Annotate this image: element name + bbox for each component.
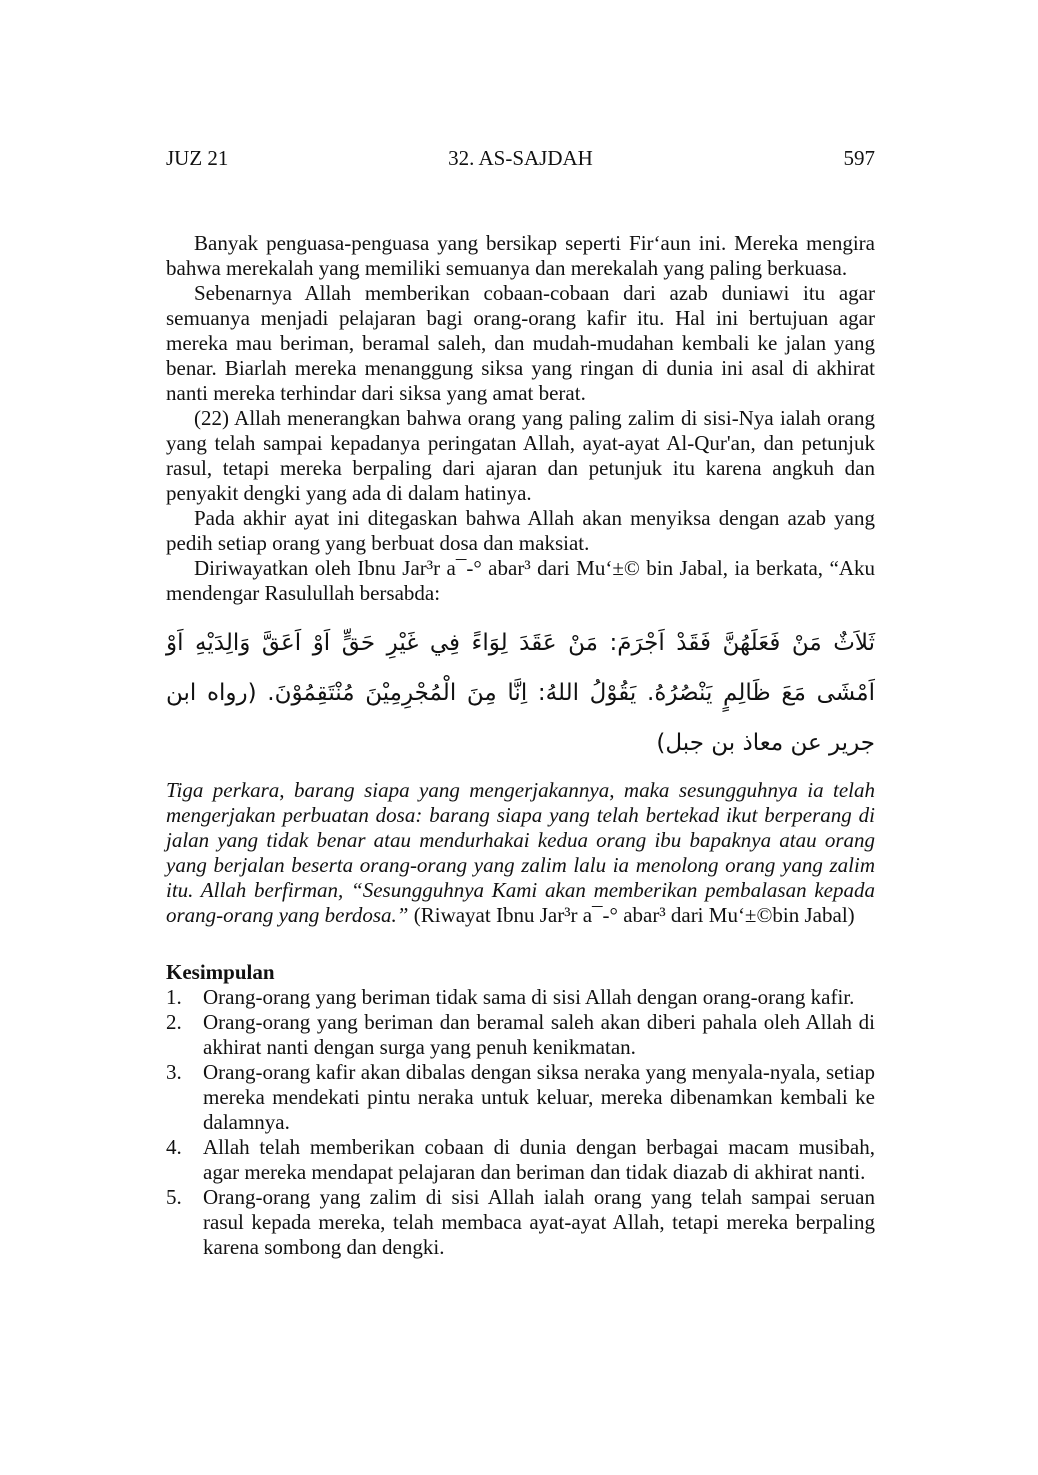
hadith-translation <box>166 778 875 928</box>
list-item <box>166 1060 875 1135</box>
list-item-text: Orang-orang yang zalim di sisi Allah ialah orang yang telah sampai seruan rasul kepada mereka, telah membaca ayat-ayat Allah, tetapi mereka berpaling karena sombong dan dengki. <box>203 1185 875 1259</box>
list-item-number: 1. <box>166 985 182 1009</box>
list-item <box>166 1185 875 1260</box>
list-item-number: 3. <box>166 1060 182 1084</box>
list-item-text: Orang-orang kafir akan dibalas dengan siksa neraka yang menyala-nyala, setiap mereka mendekati pintu neraka untuk keluar, mereka dibenamkan kembali ke dalamnya. <box>203 1060 875 1134</box>
surah-title: 32. AS-SAJDAH <box>448 146 593 170</box>
page-body <box>166 231 875 1260</box>
list-item-text: Orang-orang yang beriman tidak sama di sisi Allah dengan orang-orang kafir. <box>203 985 855 1009</box>
list-item <box>166 985 875 1010</box>
page-header <box>166 146 875 174</box>
list-item-text: Orang-orang yang beriman dan beramal saleh akan diberi pahala oleh Allah di akhirat nanti dengan surga yang penuh kenikmatan. <box>203 1010 875 1059</box>
list-item <box>166 1010 875 1060</box>
list-item-number: 5. <box>166 1185 182 1209</box>
paragraph: Diriwayatkan oleh Ibnu Jar³r a¯-° abar³ dari Mu‘±© bin Jabal, ia berkata, “Aku mendengar Rasulullah bersabda: <box>166 556 875 605</box>
conclusion-list <box>166 985 875 1260</box>
hadith-arabic-text: ثَلاَثٌ مَنْ فَعَلَهُنَّ فَقَدْ اَجْرَمَ: مَنْ عَقَدَ لِوَاءً فِي غَيْرِ حَقٍّ اَوْ اَعَقَّ وَالِدَيْهِ اَوْ اَمْشَى مَعَ ظَالِمٍ يَنْصُرُهُ. يَقُوْلُ اللهُ: اِنَّا مِنَ الْمُجْرِمِيْنَ مُنْتَقِمُوْنَ. (رواه ابن جرير عن معاذ بن جبل) <box>166 630 875 756</box>
paragraph: Banyak penguasa-penguasa yang bersikap seperti Fir‘aun ini. Mereka mengira bahwa merekalah yang memiliki semuanya dan merekalah yang paling berkuasa. <box>166 231 875 280</box>
list-item <box>166 1135 875 1185</box>
paragraph: Sebenarnya Allah memberikan cobaan-cobaan dari azab duniawi itu agar semuanya menjadi pelajaran bagi orang-orang kafir itu. Hal ini bertujuan agar mereka mau beriman, beramal saleh, dan mudah-mudahan kembali ke jalan yang benar. Biarlah mereka menanggung siksa yang ringan di dunia ini asal di akhirat nanti mereka terhindar dari siksa yang amat berat. <box>166 281 875 405</box>
list-item-number: 2. <box>166 1010 182 1034</box>
hadith-source: (Riwayat Ibnu Jar³r a¯-° abar³ dari Mu‘±©bin Jabal) <box>408 903 855 927</box>
juz-label: JUZ 21 <box>166 146 229 170</box>
list-item-number: 4. <box>166 1135 182 1159</box>
paragraph: Pada akhir ayat ini ditegaskan bahwa Allah akan menyiksa dengan azab yang pedih setiap orang yang berbuat dosa dan maksiat. <box>166 506 875 555</box>
conclusion-heading: Kesimpulan <box>166 960 275 984</box>
hadith-translation-italic: Tiga perkara, barang siapa yang mengerjakannya, maka sesungguhnya ia telah mengerjakan perbuatan dosa: barang siapa yang telah bertekad ikut berperang di jalan yang tidak benar atau mendurhakai kedua orang ibu bapaknya atau orang yang berjalan beserta orang-orang yang zalim lalu ia menolong orang yang zalim itu. Allah berfirman, “Sesungguhnya Kami akan memberikan pembalasan kepada orang-orang yang berdosa.” <box>166 778 875 927</box>
page-number: 597 <box>843 146 875 170</box>
paragraph: (22) Allah menerangkan bahwa orang yang paling zalim di sisi-Nya ialah orang yang telah sampai kepadanya peringatan Allah, ayat-ayat Al-Qur'an, dan petunjuk rasul, tetapi mereka berpaling dari ajaran dan petunjuk itu karena angkuh dan penyakit dengki yang ada di dalam hatinya. <box>166 406 875 505</box>
list-item-text: Allah telah memberikan cobaan di dunia dengan berbagai macam musibah, agar mereka mendapat pelajaran dan beriman dan tidak diazab di akhirat nanti. <box>203 1135 875 1184</box>
